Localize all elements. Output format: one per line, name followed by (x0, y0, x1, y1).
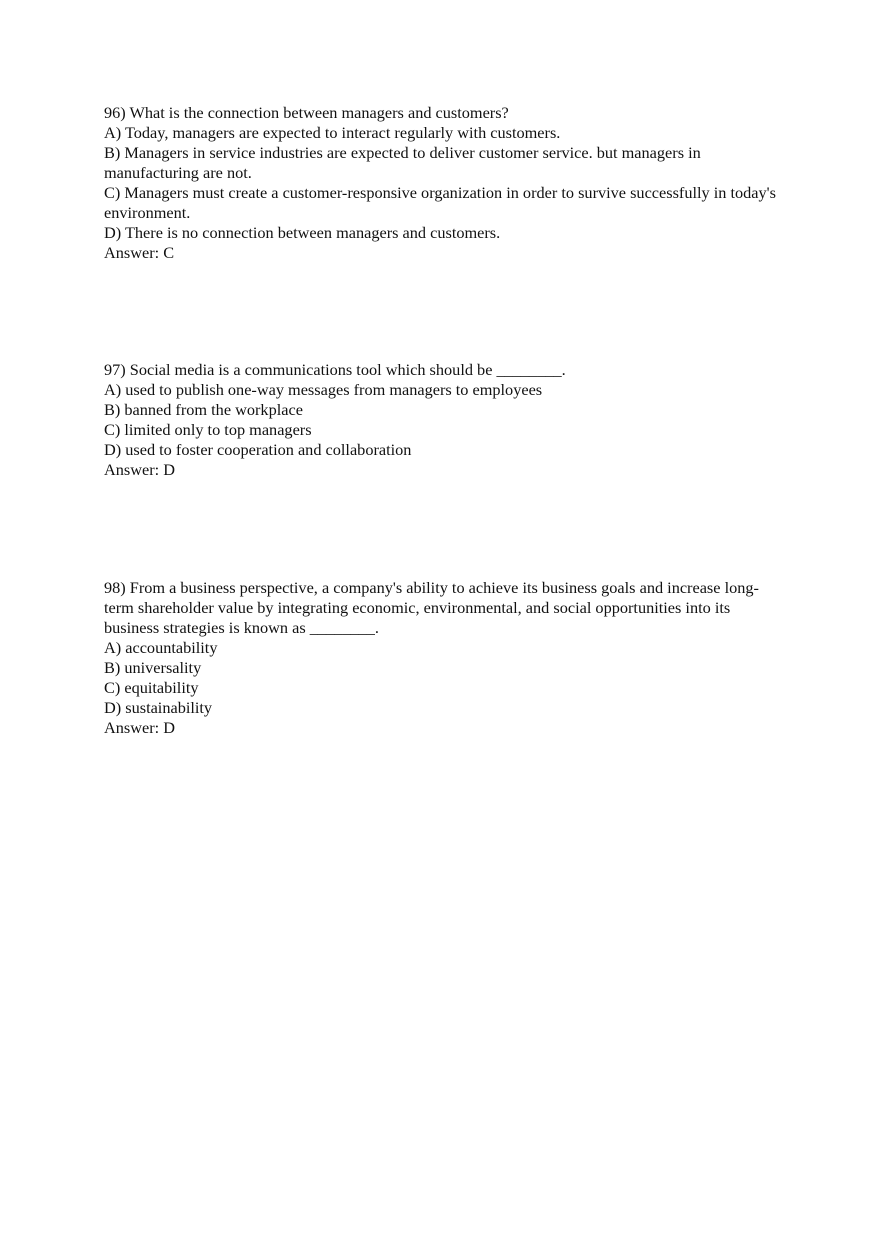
document-page (104, 103, 784, 738)
option-b: B) Managers in service industries are expected to deliver customer service. but managers in manufacturing are not. (104, 143, 701, 182)
option-b: B) banned from the workplace (104, 400, 303, 419)
question-98 (104, 578, 784, 738)
question-97 (104, 360, 784, 480)
option-c: C) equitability (104, 678, 199, 697)
question-prompt: 97) Social media is a communications tool which should be ________. (104, 360, 566, 379)
question-prompt: 96) What is the connection between managers and customers? (104, 103, 509, 122)
question-96 (104, 103, 784, 263)
option-c: C) limited only to top managers (104, 420, 312, 439)
option-d: D) sustainability (104, 698, 213, 717)
answer-line: Answer: D (104, 460, 175, 479)
answer-line: Answer: C (104, 243, 175, 262)
option-a: A) Today, managers are expected to interact regularly with customers. (104, 123, 561, 142)
answer-line: Answer: D (104, 718, 175, 737)
option-b: B) universality (104, 658, 202, 677)
option-d: D) There is no connection between managers and customers. (104, 223, 501, 242)
option-a: A) used to publish one-way messages from managers to employees (104, 380, 543, 399)
question-prompt: 98) From a business perspective, a company's ability to achieve its business goals and increase long-term shareholder value by integrating economic, environmental, and social opportunities into its business strategies is known as ________. (104, 578, 759, 637)
option-a: A) accountability (104, 638, 218, 657)
option-d: D) used to foster cooperation and collaboration (104, 440, 412, 459)
option-c: C) Managers must create a customer-responsive organization in order to survive successfully in today's environment. (104, 183, 776, 222)
